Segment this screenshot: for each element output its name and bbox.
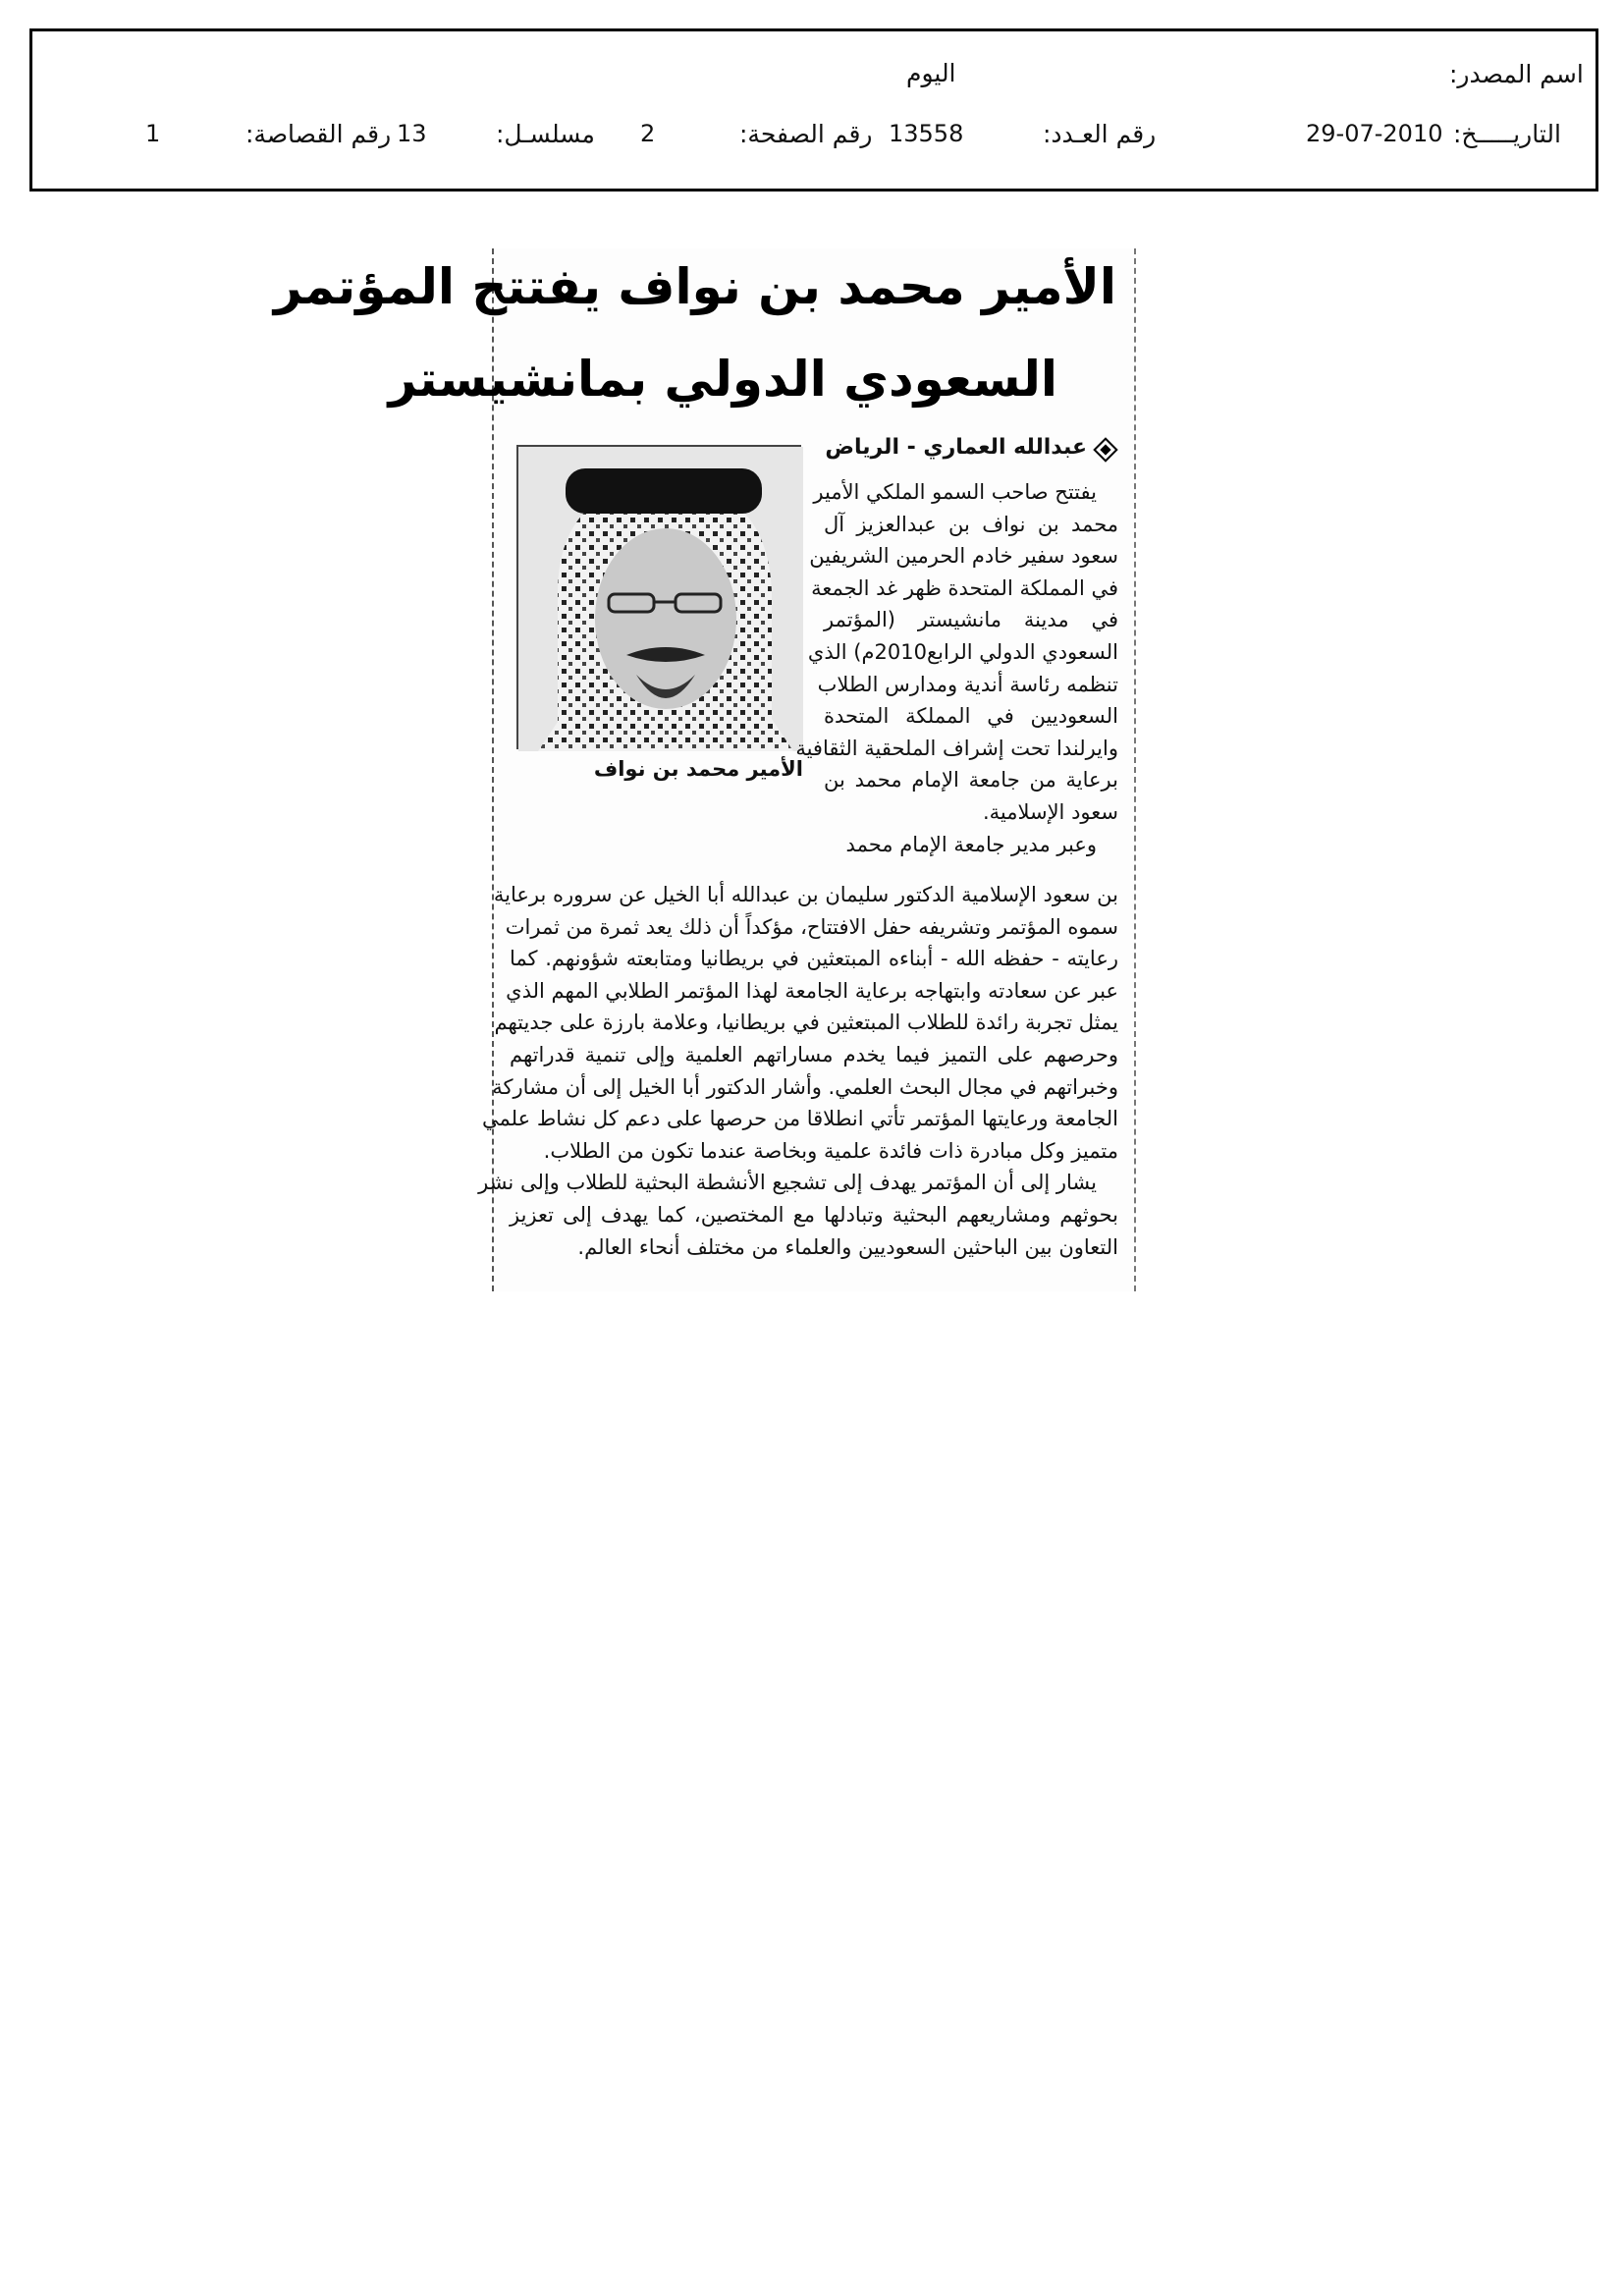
text-line: السعودي الدولي الرابع2010م) الذي (807, 639, 1118, 664)
date-label: التاريـــــخ: (1453, 120, 1561, 148)
newspaper-clipping (273, 248, 1136, 1291)
page-value: 2 (640, 120, 656, 147)
text-line: متميز وكل مبادرة ذات فائدة علمية وبخاصة عندما تكون من الطلاب. (543, 1138, 1118, 1163)
text-line: سعود سفير خادم الحرمين الشريفين (809, 544, 1118, 569)
text-line: عبر عن سعادته وابتهاجه برعاية الجامعة لهذا المؤتمر الطلابي المهم الذي (506, 978, 1118, 1003)
issue-label: رقم العـدد: (1043, 120, 1157, 148)
text-line: يشار إلى أن المؤتمر يهدف إلى تشجيع الأنشطة البحثية للطلاب وإلى نشر (478, 1171, 1097, 1195)
source-value: اليوم (906, 59, 956, 87)
text-line: تنظمه رئاسة أندية ومدارس الطلاب (817, 672, 1118, 696)
text-line: يمثل تجربة رائدة للطلاب المبتعثين في بريطانيا، وعلامة بارزة على جديتهم (494, 1011, 1118, 1035)
text-line: وعبر مدير جامعة الإمام محمد (845, 832, 1097, 856)
byline: عبدالله العماري - الرياض (825, 435, 1087, 460)
photo-caption: الأمير محمد بن نواف (593, 757, 803, 781)
text-line: سموه المؤتمر وتشريفه حفل الافتتاح، مؤكداً أن ذلك يعد ثمرة من ثمرات (505, 914, 1118, 939)
text-line: وايرلندا تحت إشراف الملحقية الثقافية (795, 736, 1118, 760)
text-line: في المملكة المتحدة ظهر غد الجمعة (811, 575, 1118, 600)
text-line: وخبراتهم في مجال البحث العلمي. وأشار الدكتور أبا الخيل إلى أن مشاركة (492, 1074, 1118, 1099)
text-line: رعايته - حفظه الله - أبناءه المبتعثين في بريطانيا ومتابعته شؤونهم. كما (510, 947, 1118, 971)
text-line: محمد بن نواف بن عبدالعزيز آل (824, 512, 1118, 536)
text-line: بن سعود الإسلامية الدكتور سليمان بن عبدالله أبا الخيل عن سروره برعاية (493, 883, 1118, 906)
text-line: برعاية من جامعة الإمام محمد بن (824, 768, 1118, 793)
serial-label: مسلسـل: (496, 120, 595, 148)
text-line: التعاون بين الباحثين السعوديين والعلماء من مختلف أنحاء العالم. (577, 1234, 1118, 1259)
portrait-figure-icon (518, 447, 803, 751)
article-narrow-column (795, 476, 1118, 860)
headline-line-1: الأمير محمد بن نواف يفتتح المؤتمر (273, 258, 1116, 315)
text-line: سعود الإسلامية. (982, 799, 1118, 824)
serial-value: 13 (397, 120, 427, 147)
text-line: السعوديين في المملكة المتحدة (824, 704, 1118, 729)
article-full-width-body (478, 879, 1118, 1263)
text-line: وحرصهم على التميز فيما يخدم مساراتهم العلمية وإلى تنمية قدراتهم (510, 1042, 1118, 1066)
portrait-photo (516, 445, 801, 749)
issue-value: 13558 (889, 120, 964, 147)
byline-row (806, 435, 1120, 468)
text-line: بحوثهم ومشاريعهم البحثية وتبادلها مع المختصين، كما يهدف إلى تعزيز (510, 1202, 1118, 1227)
source-label: اسم المصدر: (1449, 60, 1584, 88)
clip-value: 1 (145, 120, 161, 147)
headline-line-2: السعودي الدولي بمانشيستر (388, 351, 1057, 408)
diamond-bullet-icon (1093, 437, 1117, 462)
metadata-box (29, 28, 1598, 191)
page-label: رقم الصفحة: (739, 120, 873, 148)
clip-label: رقم القصاصة: (245, 120, 392, 148)
text-line: في مدينة مانشيستر (المؤتمر (824, 608, 1118, 632)
text-line: الجامعة ورعايتها المؤتمر تأتي انطلاقا من حرصها على دعم كل نشاط علمي (482, 1107, 1118, 1131)
text-line: يفتتح صاحب السمو الملكي الأمير (813, 480, 1097, 504)
date-value: 29-07-2010 (1306, 120, 1443, 147)
